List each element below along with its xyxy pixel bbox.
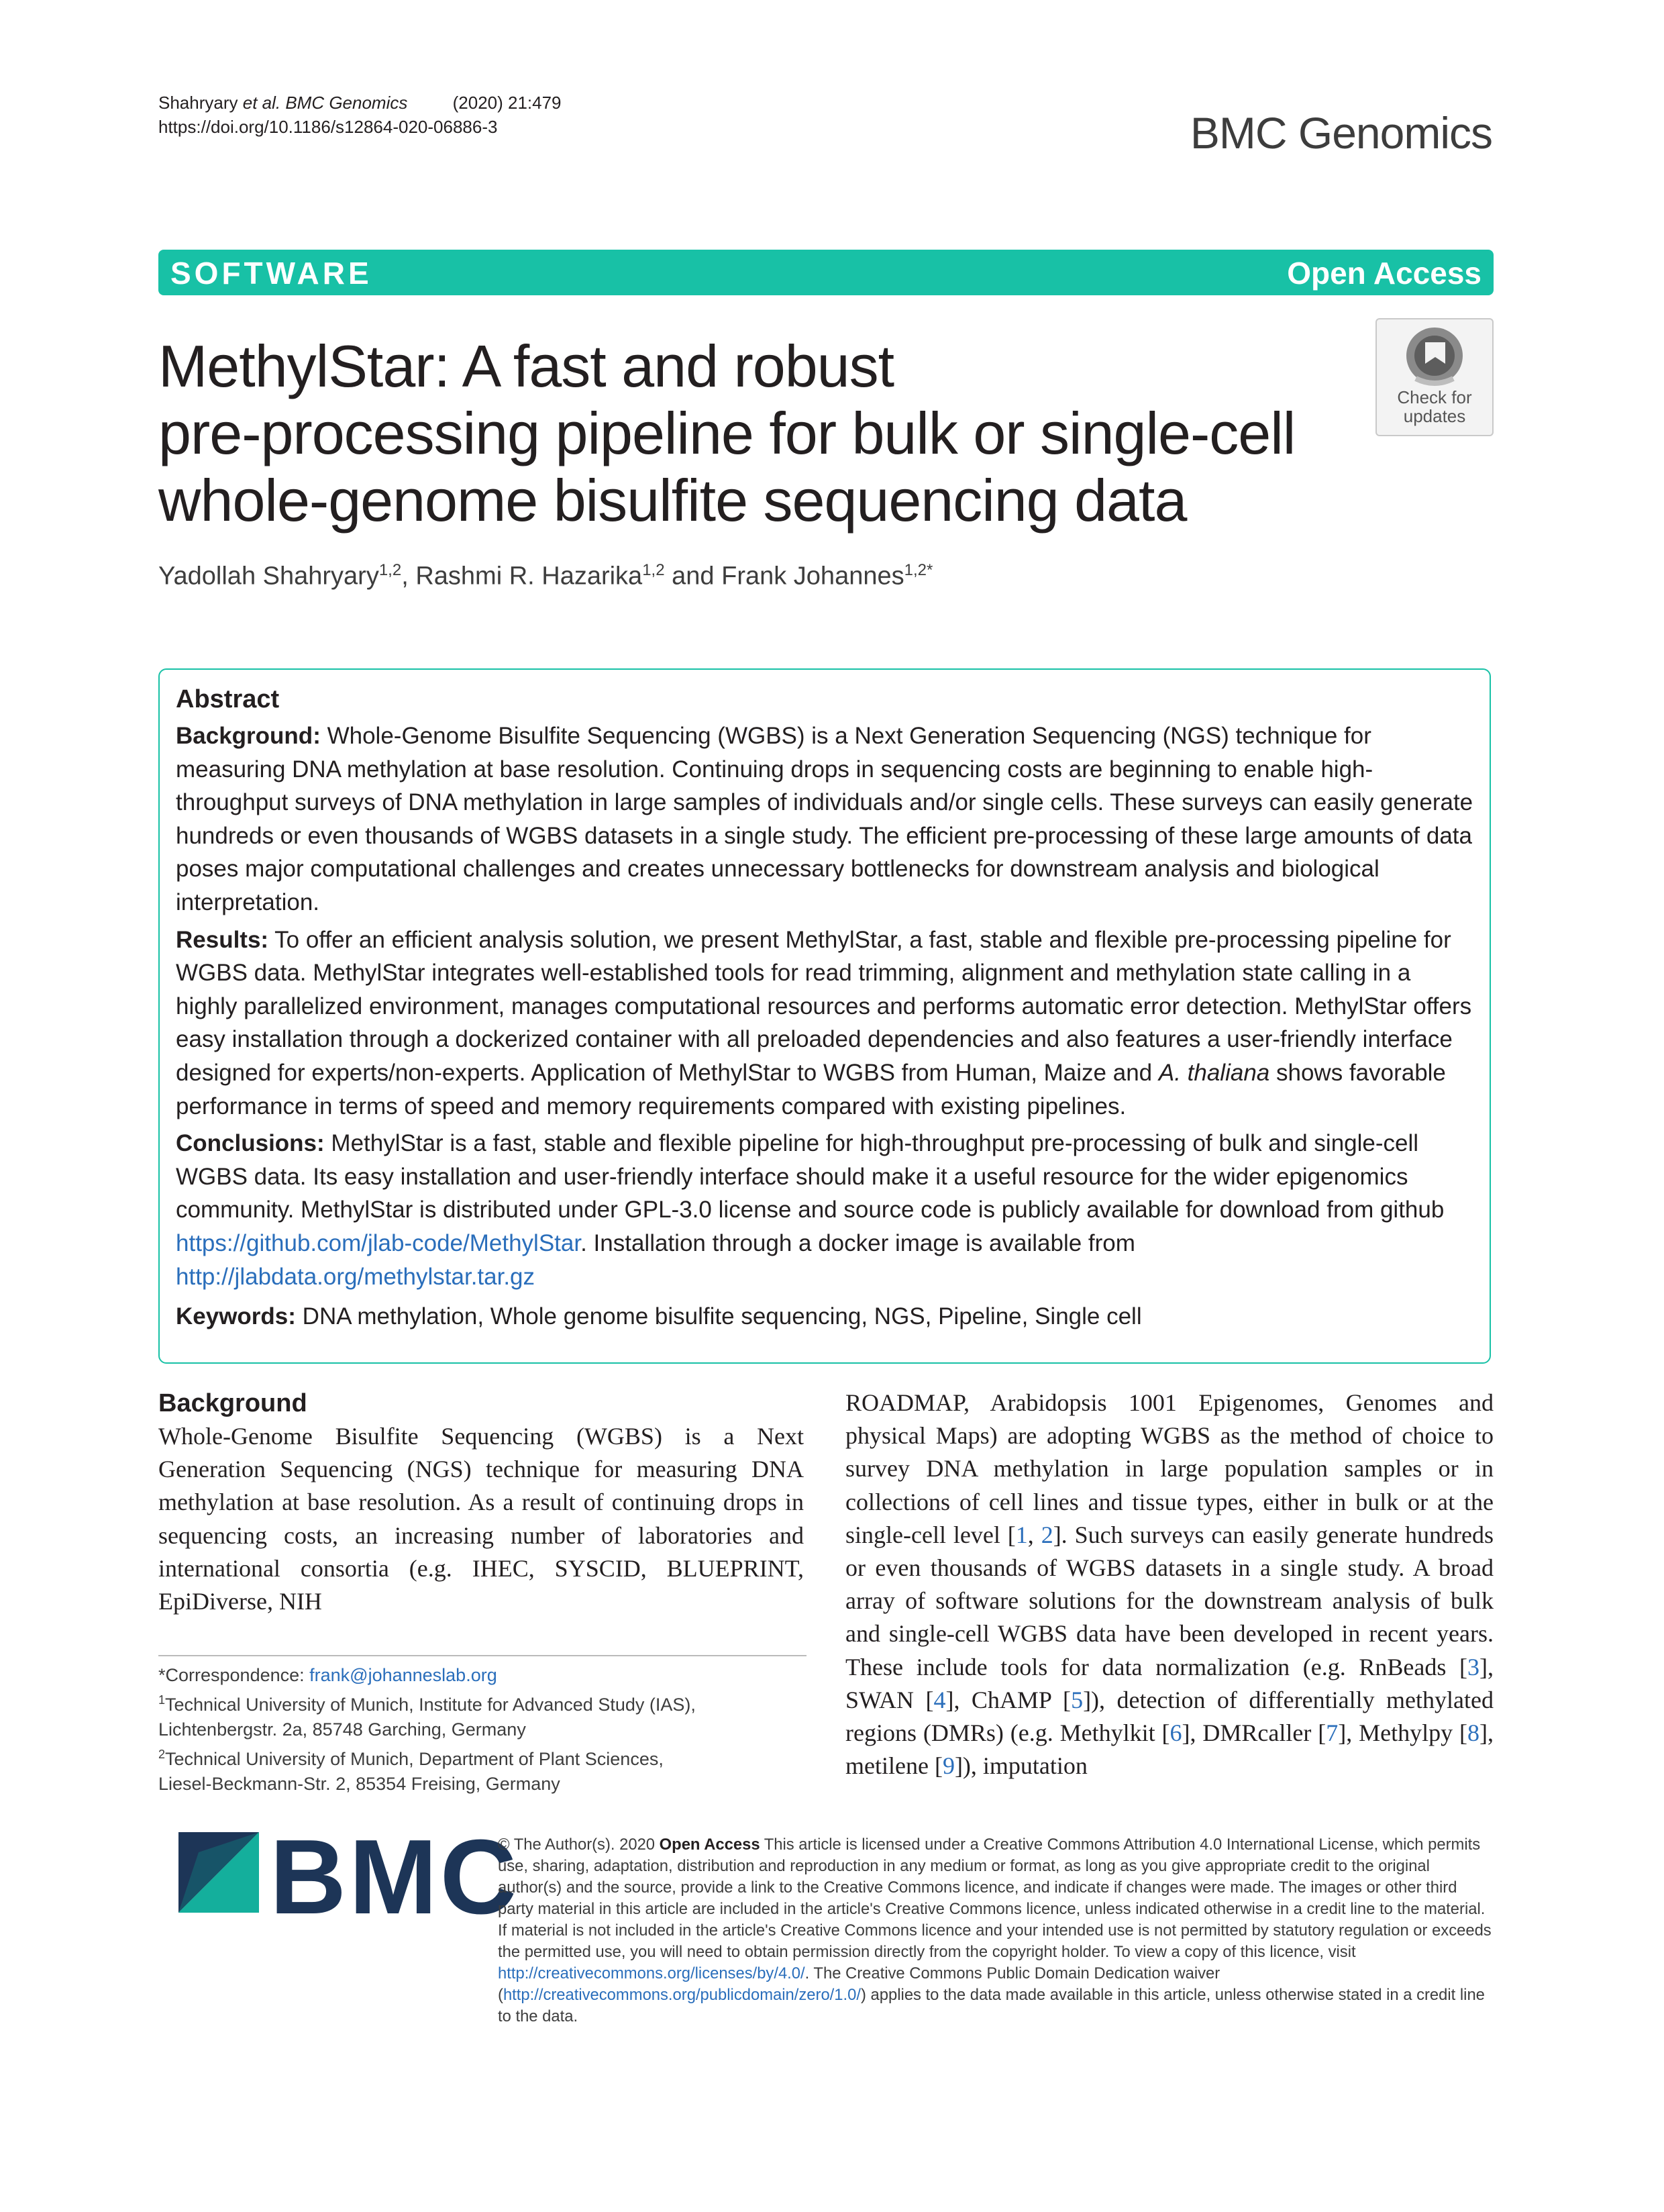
cc-by-link[interactable]: http://creativecommons.org/licenses/by/4.0/: [498, 1964, 805, 1982]
header-journal-abbrev: et al. BMC Genomics: [242, 93, 408, 113]
correspondence-line: *Correspondence: frank@johanneslab.org: [158, 1665, 497, 1685]
citation-ref[interactable]: 3: [1467, 1653, 1479, 1680]
licence-text: © The Author(s). 2020 Open Access This article is licensed under a Creative Commons Attribution 4.0 International License, which permits use, sharing, adaptation, distribution and reproduction in any medium or format, as long as you give appropriate credit to the original author(s) and the source, provide a link to the Creative Commons licence, and indicate if changes were made. The images or other third party material in this article are included in the article's Creative Commons licence, unless indicated otherwise in a credit line to the material. If material is not included in the article's Creative Commons licence and your intended use is not permitted by statutory regulation or exceeds the permitted use, you will need to obtain permission directly from the copyright holder. To view a copy of this licence, visit http://creativecommons.org/licenses/by/4.0/. The Creative Commons Public Domain Dedication waiver (http://creativecommons.org/publicdomain/zero/1.0/) applies to the data made available in this article, unless otherwise stated in a credit line to the data.: [498, 1836, 1492, 2025]
citation-ref[interactable]: 8: [1467, 1719, 1479, 1747]
bmc-logo-icon: [178, 1832, 259, 1913]
abstract-keywords: Keywords: DNA methylation, Whole genome bisulfite sequencing, NGS, Pipeline, Single cell: [176, 1303, 1142, 1330]
footnote-divider: [158, 1655, 807, 1656]
check-for-updates-badge[interactable]: Check for updates: [1375, 318, 1494, 436]
article-type: SOFTWARE: [170, 256, 372, 291]
affiliation-2: $^2$Technical University of Munich, Department of Plant Sciences,: [158, 1748, 664, 1769]
citation-ref[interactable]: 4: [933, 1686, 946, 1713]
article-title: MethylStar: A fast and robust pre-processing pipeline for bulk or single-cell whole-genome bisulfite sequencing data: [158, 333, 1296, 534]
header-citation: (2020) 21:479: [452, 93, 562, 113]
open-access-label: Open Access: [1287, 256, 1481, 291]
cc-zero-link[interactable]: http://creativecommons.org/publicdomain/zero/1.0/: [503, 1986, 861, 2004]
citation-ref[interactable]: 6: [1169, 1719, 1182, 1747]
abstract-conclusions: Conclusions: MethylStar is a fast, stable and flexible pipeline for high-throughput pre-processing of bulk and single-cell WGBS data. Its easy installation and user-friendly interface should make it a useful resource for the wider epigenomics community. MethylStar is distributed under GPL-3.0 license and source code is publicly available for download from github https://github.com/jlab-code/MethylStar. Installation through a docker image is available from http://jlabdata.org/methylstar.tar.gz: [176, 1130, 1445, 1290]
citation-ref[interactable]: 2: [1041, 1521, 1053, 1548]
citation-ref[interactable]: 9: [942, 1752, 955, 1780]
citation-line: [158, 91, 562, 114]
citation-ref[interactable]: 5: [1071, 1686, 1084, 1713]
abstract-background: Background: Whole-Genome Bisulfite Sequencing (WGBS) is a Next Generation Sequencing (NGS) technique for measuring DNA methylation at base resolution. Continuing drops in sequencing costs are beginning to enable high-throughput surveys of DNA methylation in large samples of individuals and/or single cells. These surveys can easily generate hundreds or even thousands of WGBS datasets in a single study. The efficient pre-processing of these large amounts of data poses major computational challenges and creates unnecessary bottlenecks for downstream analysis and biological interpretation.: [176, 723, 1473, 915]
abstract-results: Results: To offer an efficient analysis solution, we present MethylStar, a fast, stable and flexible pre-processing pipeline for WGBS data. MethylStar integrates well-established tools for read trimming, alignment and methylation state calling in a highly parallelized environment, manages computational resources and performs automatic error detection. MethylStar offers easy installation through a dockerized container with all preloaded dependencies and also features a user-friendly interface designed for experts/non-experts. Application of MethylStar to WGBS from Human, Maize and A. thaliana shows favorable performance in terms of speed and memory requirements compared with existing pipelines.: [176, 926, 1472, 1119]
author-name[interactable]: Rashmi R. Hazarika: [415, 562, 643, 591]
footnotes: *Correspondence: frank@johanneslab.org $^1$Technical University of Munich, Institute for Advanced Study (IAS), Lichtenbergstr. 2a, 85748 Garching, Germany $^2$Technical University of Munich, Department of Plant Sciences, Liesel-Beckmann-Str. 2, 85354 Freising, Germany: [158, 1663, 807, 1797]
journal-name: BMC Genomics: [1190, 108, 1492, 158]
correspondence-email[interactable]: frank@johanneslab.org: [309, 1665, 497, 1685]
abstract-heading: Abstract: [176, 685, 280, 713]
citation-ref[interactable]: 7: [1326, 1719, 1339, 1747]
author-list: Yadollah Shahryary$^{1,2}$, Rashmi R. Hazarika$^{1,2}$ and Frank Johannes$^{1,2*}$: [158, 561, 933, 591]
right-column: ROADMAP, Arabidopsis 1001 Epigenomes, Genomes and physical Maps) are adopting WGBS as the method of choice to survey DNA methylation in large population samples or in collections of cell lines and tissue types, either in bulk or at the single-cell level [1, 2]. Such surveys can easily generate hundreds or even thousands of WGBS datasets in a single study. A broad array of software solutions for the downstream analysis of bulk and single-cell WGBS data have been developed in recent years. These include tools for data normalization (e.g. RnBeads [3], SWAN [4], ChAMP [5]), detection of differentially methylated regions (DMRs) (e.g. Methylkit [6], DMRcaller [7], Methylpy [8], metilene [9]), imputation: [845, 1389, 1494, 1780]
affiliation-1: $^1$Technical University of Munich, Institute for Advanced Study (IAS),: [158, 1693, 696, 1715]
github-link[interactable]: https://github.com/jlab-code/MethylStar: [176, 1229, 581, 1256]
citation-ref[interactable]: 1: [1015, 1521, 1028, 1548]
abstract-box: [158, 668, 1491, 1364]
bmc-logo-text: BMC: [270, 1818, 519, 1936]
left-column: [158, 1387, 804, 1618]
crossmark-icon: [1377, 322, 1492, 389]
background-heading: Background: [158, 1389, 307, 1417]
header-author: Shahryary: [158, 93, 243, 113]
doi-link[interactable]: https://doi.org/10.1186/s12864-020-06886-3: [158, 117, 498, 137]
author-name[interactable]: Yadollah Shahryary: [158, 562, 379, 591]
author-name[interactable]: Frank Johannes: [721, 562, 904, 591]
article-type-banner: [158, 250, 1494, 295]
background-paragraph: Whole-Genome Bisulfite Sequencing (WGBS) is a Next Generation Sequencing (NGS) technique for measuring DNA methylation at base resolution. As a result of continuing drops in sequencing costs, an increasing number of laboratories and international consortia (e.g. IHEC, SYSCID, BLUEPRINT, EpiDiverse, NIH: [158, 1423, 804, 1615]
docker-image-link[interactable]: http://jlabdata.org/methylstar.tar.gz: [176, 1263, 535, 1290]
